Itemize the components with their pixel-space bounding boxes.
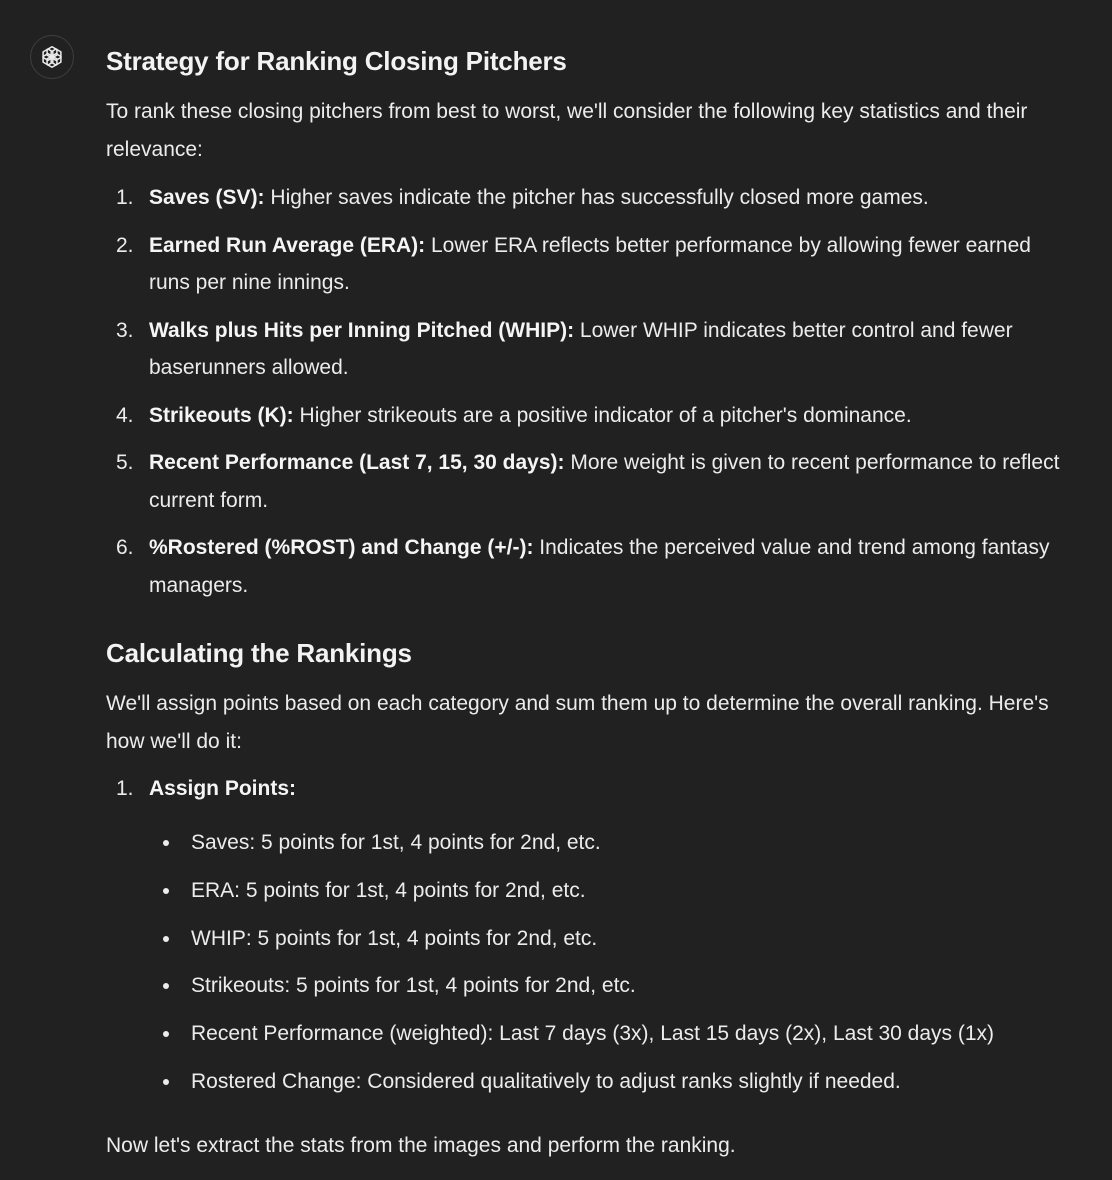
list-item bbox=[106, 397, 1066, 435]
key-statistics-list bbox=[106, 179, 1066, 614]
bullet-text: Strikeouts: 5 points for 1st, 4 points for 2nd, etc. bbox=[191, 974, 636, 998]
list-number: 3. bbox=[116, 318, 134, 342]
bullet-item bbox=[149, 1015, 1066, 1053]
stat-description: Lower ERA reflects better performance by allowing fewer earned runs per nine innings. bbox=[149, 233, 1031, 294]
bullet-item bbox=[149, 967, 1066, 1005]
list-number: 2. bbox=[116, 233, 134, 257]
bullet-dot-icon bbox=[163, 983, 169, 989]
openai-logo-icon bbox=[38, 43, 66, 71]
bullet-text: ERA: 5 points for 1st, 4 points for 2nd, etc. bbox=[191, 878, 586, 902]
list-item bbox=[106, 227, 1066, 302]
stat-label: Earned Run Average (ERA): bbox=[149, 233, 426, 257]
list-number: 5. bbox=[116, 451, 134, 474]
bullet-item bbox=[149, 1063, 1066, 1101]
list-item bbox=[106, 529, 1066, 604]
stat-description: Indicates the perceived value and trend among fantasy managers. bbox=[149, 536, 1050, 597]
strategy-intro-paragraph: To rank these closing pitchers from best to worst, we'll consider the following key statistics and their relevance: bbox=[106, 100, 1028, 161]
list-item bbox=[106, 312, 1066, 387]
list-number: 1. bbox=[116, 186, 134, 209]
bullet-text: Recent Performance (weighted): Last 7 days (3x), Last 15 days (2x), Last 30 days (1x) bbox=[191, 1022, 995, 1046]
list-number: 6. bbox=[116, 536, 134, 559]
bullet-dot-icon bbox=[163, 1031, 169, 1037]
bullet-text: Saves: 5 points for 1st, 4 points for 2nd, etc. bbox=[191, 831, 601, 854]
section-heading-calculating: Calculating the Rankings bbox=[106, 638, 412, 668]
bullet-dot-icon bbox=[163, 888, 169, 894]
bullet-text: Rostered Change: Considered qualitatively to adjust ranks slightly if needed. bbox=[191, 1069, 901, 1093]
stat-description: Higher saves indicate the pitcher has successfully closed more games. bbox=[264, 186, 929, 209]
stat-label: Recent Performance (Last 7, 15, 30 days): bbox=[149, 451, 565, 474]
calculation-steps-list bbox=[106, 770, 1066, 1111]
bullet-item bbox=[149, 872, 1066, 910]
list-number: 1. bbox=[116, 777, 134, 800]
stat-label: Walks plus Hits per Inning Pitched (WHIP): bbox=[149, 318, 575, 342]
stat-label: %Rostered (%ROST) and Change (+/-): bbox=[149, 536, 534, 559]
bullet-text: WHIP: 5 points for 1st, 4 points for 2nd, etc. bbox=[191, 926, 598, 950]
list-item bbox=[106, 179, 1066, 217]
list-item bbox=[106, 444, 1066, 519]
bullet-dot-icon bbox=[163, 936, 169, 942]
stat-label: Saves (SV): bbox=[149, 186, 265, 209]
assistant-avatar bbox=[30, 35, 74, 79]
closing-paragraph: Now let's extract the stats from the images and perform the ranking. bbox=[106, 1134, 736, 1157]
step-label: Assign Points: bbox=[149, 777, 297, 800]
list-item bbox=[106, 770, 1066, 1101]
bullet-item bbox=[149, 824, 1066, 862]
points-bullet-list bbox=[149, 824, 1066, 1101]
list-number: 4. bbox=[116, 403, 134, 427]
bullet-dot-icon bbox=[163, 840, 169, 846]
stat-label: Strikeouts (K): bbox=[149, 403, 294, 427]
section-heading-strategy: Strategy for Ranking Closing Pitchers bbox=[106, 46, 567, 76]
calculating-intro-paragraph: We'll assign points based on each category and sum them up to determine the overall ranking. Here's how we'll do it: bbox=[106, 692, 1049, 753]
bullet-item bbox=[149, 920, 1066, 958]
stat-description: Lower WHIP indicates better control and fewer baserunners allowed. bbox=[149, 318, 1013, 379]
bullet-dot-icon bbox=[163, 1079, 169, 1085]
stat-description: More weight is given to recent performance to reflect current form. bbox=[149, 451, 1060, 512]
stat-description: Higher strikeouts are a positive indicator of a pitcher's dominance. bbox=[293, 403, 912, 427]
